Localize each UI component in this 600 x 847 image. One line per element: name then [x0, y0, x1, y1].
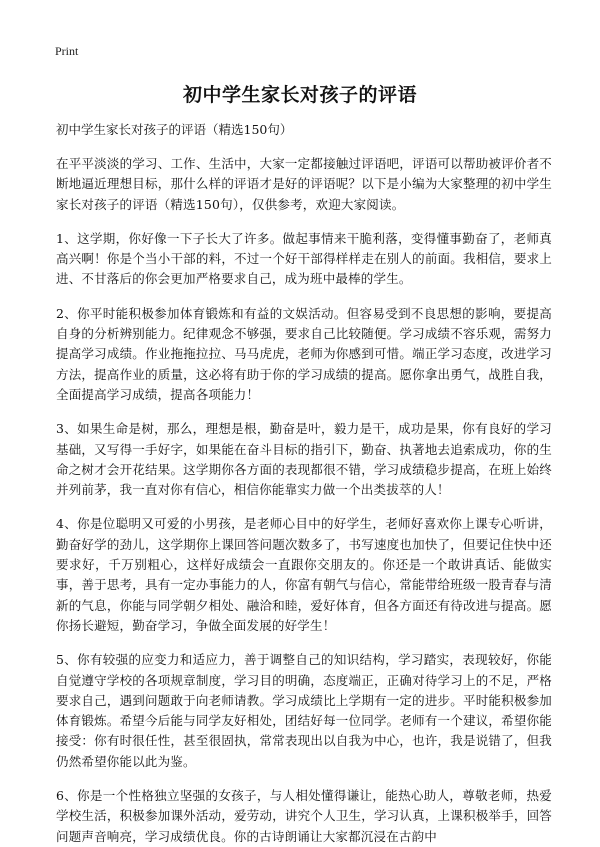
print-link[interactable]: Print	[55, 44, 79, 58]
document-title: 初中学生家长对孩子的评语	[182, 84, 417, 106]
comment-paragraph-5: 5、你有较强的应变力和适应力，善于调整自己的知识结构，学习踏实，表现较好，你能自觉遵守学校的各项规章制度，学习目的明确，态度端正，正确对待学习上的不足，严格要求自己，遇到问题敢于向老师请教。学习成绩比上学期有一定的进步。平时能积极参加体育锻炼。希望今后能与同学友好相处，团结好每一位同学。老师有一个建议，希望你能接受：你有时很任性，甚至很固执，常常表现出以自我为中心，也许，我是说错了，但我仍然希望你能以此为鉴。	[56, 652, 552, 769]
document-body	[56, 120, 552, 847]
comment-paragraph-3: 3、如果生命是树，那么，理想是根，勤奋是叶，毅力是干，成功是果，你有良好的学习基础，又写得一手好字，如果能在奋斗目标的指引下，勤奋、执著地去追索成功，你的生命之树才会开花结果。这学期你各方面的表现都很不错，学习成绩稳步提高，在班上始终并列前茅，我一直对你有信心，相信你能靠实力做一个出类拔萃的人！	[56, 421, 552, 498]
comment-paragraph-1: 1、这学期，你好像一下子长大了许多。做起事情来干脆利落，变得懂事勤奋了，老师真高兴啊！你是个当小干部的料，不过一个好干部得样样走在别人的前面。我相信，要求上进、不甘落后的你会更加严格要求自己，成为班中最棒的学生。	[56, 230, 552, 287]
document-subtitle: 初中学生家长对孩子的评语（精选150句）	[56, 122, 293, 137]
intro-paragraph: 在平平淡淡的学习、工作、生活中，大家一定都接触过评语吧，评语可以帮助被评价者不断地逼近理想目标，那什么样的评语才是好的评语呢？以下是小编为大家整理的初中学生家长对孩子的评语（精选150句），仅供参考，欢迎大家阅读。	[56, 156, 552, 212]
comment-paragraph-4: 4、你是位聪明又可爱的小男孩，是老师心目中的好学生，老师好喜欢你上课专心听讲，勤奋好学的劲儿，这学期你上课回答问题次数多了，书写速度也加快了，但要记住快中还要求好，千万别粗心，这样好成绩会一直跟你交朋友的。你还是一个敢讲真话、能做实事，善于思考，具有一定办事能力的人，你富有朝气与信心，常能带给班级一股青春与清新的气息，你能与同学朝夕相处、融洽和睦，爱好体育，但各方面还有待改进与提高。愿你扬长避短，勤奋学习，争做全面发展的好学生！	[56, 516, 552, 633]
comment-paragraph-6: 6、你是一个性格独立坚强的女孩子，与人相处懂得谦让，能热心助人，尊敬老师，热爱学校生活，积极参加课外活动，爱劳动，讲究个人卫生，学习认真，上课积极举手，回答问题声音响亮，学习成绩优良。你的古诗朗诵让大家都沉浸在古韵中	[56, 788, 552, 844]
comment-paragraph-2: 2、你平时能积极参加体育锻炼和有益的文娱活动。但容易受到不良思想的影响，要提高自身的分析辨别能力。纪律观念不够强，要求自己比较随便。学习成绩不容乐观，需努力提高学习成绩。作业拖拖拉拉、马马虎虎，老师为你感到可惜。端正学习态度，改进学习方法，提高作业的质量，这必将有助于你的学习成绩的提高。愿你拿出勇气，战胜自我，全面提高学习成绩，提高各项能力！	[56, 305, 552, 402]
